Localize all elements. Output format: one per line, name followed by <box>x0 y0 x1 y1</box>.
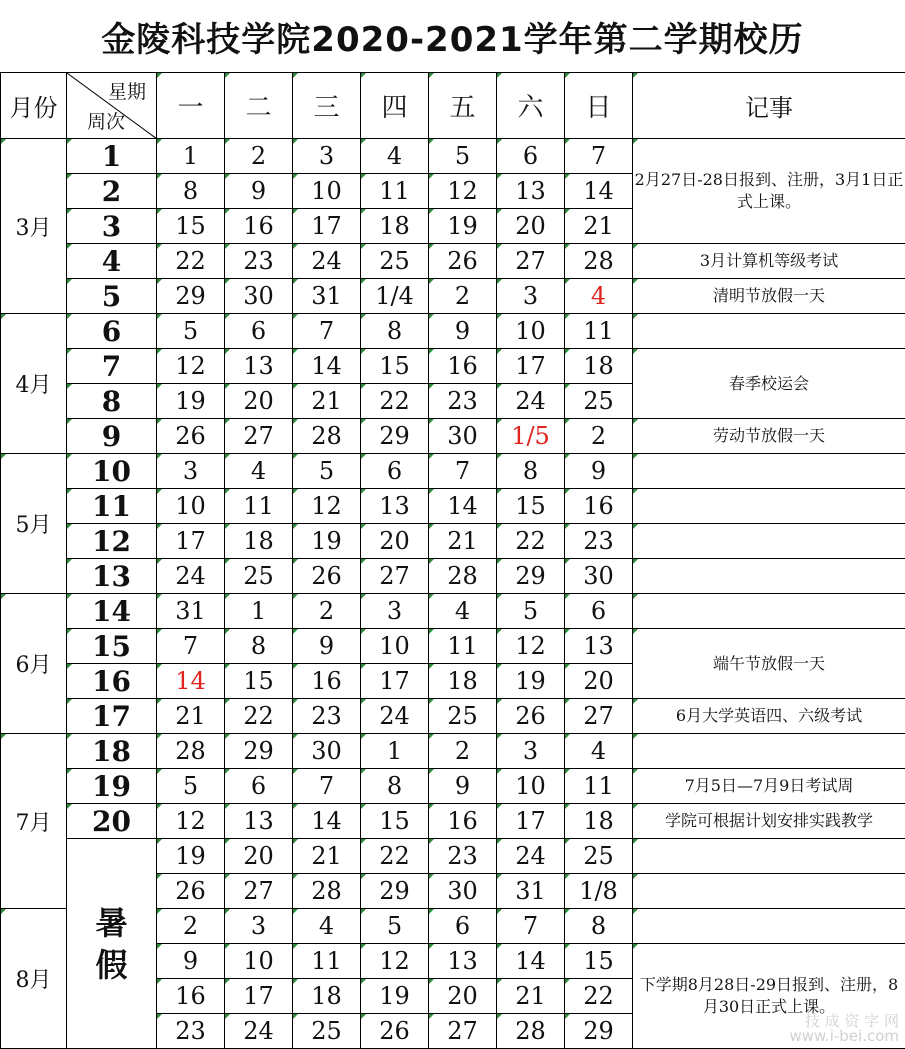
date-cell-thu: 26 <box>361 1014 429 1049</box>
date-cell-wed: 30 <box>293 734 361 769</box>
date-cell-sat: 3 <box>497 279 565 314</box>
date-cell-fri: 2 <box>429 279 497 314</box>
date-cell-mon: 15 <box>157 209 225 244</box>
date-cell-tue: 25 <box>225 559 293 594</box>
month-cell: 6月 <box>1 594 67 734</box>
memo-cell: 劳动节放假一天 <box>633 419 905 454</box>
date-cell-thu: 6 <box>361 454 429 489</box>
date-cell-sat: 8 <box>497 454 565 489</box>
summer-vacation-cell <box>67 839 157 1049</box>
date-cell-tue: 18 <box>225 524 293 559</box>
date-cell-mon: 26 <box>157 419 225 454</box>
date-cell-wed: 11 <box>293 944 361 979</box>
date-cell-sat: 24 <box>497 384 565 419</box>
weekday-label: 星期 <box>108 77 146 104</box>
date-cell-sat: 19 <box>497 664 565 699</box>
summer-label-2: 假 <box>67 944 156 986</box>
date-cell-sat: 17 <box>497 349 565 384</box>
calendar-row <box>1 454 905 489</box>
date-cell-sat: 31 <box>497 874 565 909</box>
date-cell-wed: 3 <box>293 139 361 174</box>
date-cell-wed: 26 <box>293 559 361 594</box>
memo-cell: 下学期8月28日-29日报到、注册，8月30日正式上课。 <box>633 944 905 1049</box>
school-calendar-table <box>0 72 905 1049</box>
date-cell-fri: 12 <box>429 174 497 209</box>
date-cell-mon: 7 <box>157 629 225 664</box>
date-cell-mon: 14 <box>157 664 225 699</box>
date-cell-sat: 12 <box>497 629 565 664</box>
date-cell-wed: 18 <box>293 979 361 1014</box>
date-cell-tue: 6 <box>225 769 293 804</box>
date-cell-sat: 22 <box>497 524 565 559</box>
memo-cell-empty <box>633 454 905 489</box>
date-cell-thu: 1 <box>361 734 429 769</box>
date-cell-mon: 1 <box>157 139 225 174</box>
date-cell-wed: 14 <box>293 349 361 384</box>
month-cell: 7月 <box>1 734 67 909</box>
memo-cell: 3月计算机等级考试 <box>633 244 905 279</box>
month-cell: 4月 <box>1 314 67 454</box>
date-cell-wed: 7 <box>293 769 361 804</box>
date-cell-thu: 18 <box>361 209 429 244</box>
week-number-cell: 14 <box>67 594 157 629</box>
date-cell-sun: 25 <box>565 839 633 874</box>
date-cell-sat: 20 <box>497 209 565 244</box>
date-cell-sun: 20 <box>565 664 633 699</box>
date-cell-fri: 2 <box>429 734 497 769</box>
date-cell-sun: 25 <box>565 384 633 419</box>
date-cell-thu: 5 <box>361 909 429 944</box>
date-cell-wed: 28 <box>293 874 361 909</box>
date-cell-wed: 9 <box>293 629 361 664</box>
date-cell-tue: 3 <box>225 909 293 944</box>
date-cell-mon: 5 <box>157 769 225 804</box>
date-cell-sat: 28 <box>497 1014 565 1049</box>
date-cell-fri: 23 <box>429 839 497 874</box>
memo-cell: 春季校运会 <box>633 349 905 419</box>
date-cell-fri: 7 <box>429 454 497 489</box>
date-cell-sat: 27 <box>497 244 565 279</box>
day-header-thu: 四 <box>361 73 429 139</box>
calendar-row <box>1 314 905 349</box>
day-header-fri: 五 <box>429 73 497 139</box>
calendar-row <box>1 349 905 384</box>
date-cell-sat: 14 <box>497 944 565 979</box>
week-number-cell: 3 <box>67 209 157 244</box>
date-cell-sun: 18 <box>565 349 633 384</box>
date-cell-sat: 5 <box>497 594 565 629</box>
date-cell-tue: 1 <box>225 594 293 629</box>
memo-cell-empty <box>633 314 905 349</box>
calendar-row <box>1 419 905 454</box>
week-number-cell: 19 <box>67 769 157 804</box>
date-cell-mon: 24 <box>157 559 225 594</box>
date-cell-thu: 17 <box>361 664 429 699</box>
date-cell-thu: 15 <box>361 349 429 384</box>
date-cell-fri: 13 <box>429 944 497 979</box>
calendar-row <box>1 279 905 314</box>
date-cell-sun: 27 <box>565 699 633 734</box>
date-cell-tue: 17 <box>225 979 293 1014</box>
date-cell-wed: 4 <box>293 909 361 944</box>
date-cell-tue: 6 <box>225 314 293 349</box>
week-number-cell: 17 <box>67 699 157 734</box>
date-cell-sun: 11 <box>565 314 633 349</box>
memo-cell-empty <box>633 559 905 594</box>
date-cell-sun: 6 <box>565 594 633 629</box>
date-cell-sun: 30 <box>565 559 633 594</box>
date-cell-sun: 18 <box>565 804 633 839</box>
week-number-cell: 15 <box>67 629 157 664</box>
month-cell: 3月 <box>1 139 67 314</box>
date-cell-sat: 26 <box>497 699 565 734</box>
day-header-wed: 三 <box>293 73 361 139</box>
date-cell-thu: 29 <box>361 874 429 909</box>
date-cell-thu: 15 <box>361 804 429 839</box>
date-cell-thu: 1/4 <box>361 279 429 314</box>
date-cell-fri: 4 <box>429 594 497 629</box>
date-cell-thu: 29 <box>361 419 429 454</box>
date-cell-sun: 28 <box>565 244 633 279</box>
date-cell-sun: 4 <box>565 734 633 769</box>
date-cell-sun: 22 <box>565 979 633 1014</box>
date-cell-mon: 22 <box>157 244 225 279</box>
date-cell-tue: 13 <box>225 349 293 384</box>
week-number-cell: 10 <box>67 454 157 489</box>
date-cell-thu: 3 <box>361 594 429 629</box>
date-cell-wed: 10 <box>293 174 361 209</box>
calendar-row <box>1 804 905 839</box>
date-cell-sat: 6 <box>497 139 565 174</box>
week-number-cell: 1 <box>67 139 157 174</box>
date-cell-mon: 8 <box>157 174 225 209</box>
date-cell-mon: 19 <box>157 384 225 419</box>
date-cell-mon: 9 <box>157 944 225 979</box>
date-cell-mon: 12 <box>157 349 225 384</box>
date-cell-tue: 16 <box>225 209 293 244</box>
week-number-cell: 8 <box>67 384 157 419</box>
date-cell-thu: 19 <box>361 979 429 1014</box>
week-weekday-corner-header <box>67 73 157 139</box>
date-cell-sun: 4 <box>565 279 633 314</box>
date-cell-tue: 24 <box>225 1014 293 1049</box>
calendar-row <box>1 524 905 559</box>
date-cell-mon: 29 <box>157 279 225 314</box>
date-cell-sun: 16 <box>565 489 633 524</box>
memo-cell-empty <box>633 524 905 559</box>
date-cell-sun: 15 <box>565 944 633 979</box>
date-cell-sun: 2 <box>565 419 633 454</box>
calendar-row <box>1 699 905 734</box>
day-header-tue: 二 <box>225 73 293 139</box>
date-cell-sat: 17 <box>497 804 565 839</box>
date-cell-mon: 10 <box>157 489 225 524</box>
date-cell-thu: 8 <box>361 314 429 349</box>
date-cell-tue: 20 <box>225 839 293 874</box>
date-cell-fri: 11 <box>429 629 497 664</box>
date-cell-fri: 27 <box>429 1014 497 1049</box>
date-cell-fri: 18 <box>429 664 497 699</box>
date-cell-fri: 9 <box>429 314 497 349</box>
date-cell-wed: 19 <box>293 524 361 559</box>
calendar-row <box>1 734 905 769</box>
date-cell-tue: 22 <box>225 699 293 734</box>
date-cell-sun: 14 <box>565 174 633 209</box>
week-number-cell: 13 <box>67 559 157 594</box>
date-cell-tue: 11 <box>225 489 293 524</box>
date-cell-tue: 29 <box>225 734 293 769</box>
memo-cell-empty <box>633 909 905 944</box>
date-cell-sat: 10 <box>497 769 565 804</box>
date-cell-tue: 27 <box>225 874 293 909</box>
date-cell-tue: 15 <box>225 664 293 699</box>
date-cell-mon: 21 <box>157 699 225 734</box>
calendar-row <box>1 559 905 594</box>
date-cell-thu: 22 <box>361 839 429 874</box>
date-cell-mon: 16 <box>157 979 225 1014</box>
date-cell-thu: 20 <box>361 524 429 559</box>
date-cell-sat: 1/5 <box>497 419 565 454</box>
date-cell-mon: 5 <box>157 314 225 349</box>
memo-cell: 6月大学英语四、六级考试 <box>633 699 905 734</box>
memo-cell-empty <box>633 839 905 874</box>
date-cell-thu: 25 <box>361 244 429 279</box>
memo-cell-empty <box>633 594 905 629</box>
date-cell-wed: 16 <box>293 664 361 699</box>
date-cell-mon: 28 <box>157 734 225 769</box>
week-number-cell: 16 <box>67 664 157 699</box>
date-cell-wed: 25 <box>293 1014 361 1049</box>
date-cell-wed: 5 <box>293 454 361 489</box>
date-cell-fri: 26 <box>429 244 497 279</box>
date-cell-sat: 10 <box>497 314 565 349</box>
date-cell-tue: 2 <box>225 139 293 174</box>
date-cell-mon: 17 <box>157 524 225 559</box>
month-cell: 5月 <box>1 454 67 594</box>
date-cell-tue: 30 <box>225 279 293 314</box>
date-cell-tue: 27 <box>225 419 293 454</box>
day-header-sun: 日 <box>565 73 633 139</box>
date-cell-wed: 23 <box>293 699 361 734</box>
date-cell-sun: 8 <box>565 909 633 944</box>
date-cell-fri: 14 <box>429 489 497 524</box>
date-cell-wed: 21 <box>293 839 361 874</box>
date-cell-wed: 17 <box>293 209 361 244</box>
date-cell-sat: 29 <box>497 559 565 594</box>
memo-cell-empty <box>633 874 905 909</box>
watermark: 技 成 资 字 网 www.i-bei.com <box>790 1014 900 1044</box>
memo-cell-empty <box>633 734 905 769</box>
date-cell-thu: 11 <box>361 174 429 209</box>
date-cell-fri: 30 <box>429 419 497 454</box>
date-cell-sat: 13 <box>497 174 565 209</box>
date-cell-mon: 12 <box>157 804 225 839</box>
date-cell-thu: 4 <box>361 139 429 174</box>
date-cell-fri: 23 <box>429 384 497 419</box>
calendar-row <box>1 139 905 174</box>
date-cell-sun: 9 <box>565 454 633 489</box>
date-cell-fri: 16 <box>429 804 497 839</box>
month-cell: 8月 <box>1 909 67 1049</box>
date-cell-sat: 24 <box>497 839 565 874</box>
week-number-cell: 6 <box>67 314 157 349</box>
week-number-cell: 9 <box>67 419 157 454</box>
date-cell-wed: 7 <box>293 314 361 349</box>
memo-cell: 7月5日—7月9日考试周 <box>633 769 905 804</box>
date-cell-sun: 29 <box>565 1014 633 1049</box>
date-cell-fri: 6 <box>429 909 497 944</box>
week-label: 周次 <box>87 107 125 134</box>
date-cell-thu: 13 <box>361 489 429 524</box>
date-cell-sun: 7 <box>565 139 633 174</box>
calendar-row <box>1 244 905 279</box>
date-cell-fri: 20 <box>429 979 497 1014</box>
calendar-row <box>1 839 905 874</box>
date-cell-wed: 14 <box>293 804 361 839</box>
month-column-header: 月份 <box>1 73 67 139</box>
date-cell-fri: 5 <box>429 139 497 174</box>
memo-cell: 2月27日-28日报到、注册，3月1日正式上课。 <box>633 139 905 244</box>
date-cell-wed: 21 <box>293 384 361 419</box>
date-cell-thu: 22 <box>361 384 429 419</box>
calendar-row <box>1 769 905 804</box>
date-cell-tue: 4 <box>225 454 293 489</box>
date-cell-sun: 1/8 <box>565 874 633 909</box>
date-cell-sun: 21 <box>565 209 633 244</box>
date-cell-tue: 20 <box>225 384 293 419</box>
date-cell-thu: 8 <box>361 769 429 804</box>
week-number-cell: 18 <box>67 734 157 769</box>
calendar-row <box>1 629 905 664</box>
date-cell-thu: 10 <box>361 629 429 664</box>
week-number-cell: 5 <box>67 279 157 314</box>
date-cell-tue: 23 <box>225 244 293 279</box>
day-header-sat: 六 <box>497 73 565 139</box>
memo-cell: 学院可根据计划安排实践教学 <box>633 804 905 839</box>
date-cell-tue: 9 <box>225 174 293 209</box>
date-cell-sat: 15 <box>497 489 565 524</box>
date-cell-wed: 2 <box>293 594 361 629</box>
date-cell-wed: 24 <box>293 244 361 279</box>
date-cell-sun: 23 <box>565 524 633 559</box>
memo-cell: 清明节放假一天 <box>633 279 905 314</box>
date-cell-sun: 11 <box>565 769 633 804</box>
memo-cell: 端午节放假一天 <box>633 629 905 699</box>
date-cell-mon: 2 <box>157 909 225 944</box>
date-cell-fri: 21 <box>429 524 497 559</box>
memo-column-header: 记事 <box>633 73 905 139</box>
date-cell-thu: 24 <box>361 699 429 734</box>
date-cell-fri: 28 <box>429 559 497 594</box>
week-number-cell: 11 <box>67 489 157 524</box>
date-cell-wed: 31 <box>293 279 361 314</box>
date-cell-mon: 19 <box>157 839 225 874</box>
summer-label-1: 暑 <box>67 902 156 944</box>
date-cell-sun: 13 <box>565 629 633 664</box>
date-cell-sat: 7 <box>497 909 565 944</box>
week-number-cell: 7 <box>67 349 157 384</box>
week-number-cell: 2 <box>67 174 157 209</box>
date-cell-fri: 25 <box>429 699 497 734</box>
date-cell-sat: 3 <box>497 734 565 769</box>
date-cell-mon: 3 <box>157 454 225 489</box>
day-header-mon: 一 <box>157 73 225 139</box>
date-cell-thu: 12 <box>361 944 429 979</box>
date-cell-tue: 8 <box>225 629 293 664</box>
date-cell-fri: 19 <box>429 209 497 244</box>
date-cell-mon: 26 <box>157 874 225 909</box>
date-cell-fri: 9 <box>429 769 497 804</box>
week-number-cell: 20 <box>67 804 157 839</box>
week-number-cell: 4 <box>67 244 157 279</box>
page-title: 金陵科技学院2020-2021学年第二学期校历 <box>0 0 905 72</box>
week-number-cell: 12 <box>67 524 157 559</box>
date-cell-tue: 10 <box>225 944 293 979</box>
date-cell-fri: 16 <box>429 349 497 384</box>
memo-cell-empty <box>633 489 905 524</box>
date-cell-wed: 28 <box>293 419 361 454</box>
date-cell-sat: 21 <box>497 979 565 1014</box>
calendar-row <box>1 489 905 524</box>
date-cell-tue: 13 <box>225 804 293 839</box>
date-cell-thu: 27 <box>361 559 429 594</box>
calendar-row <box>1 594 905 629</box>
date-cell-mon: 31 <box>157 594 225 629</box>
date-cell-fri: 30 <box>429 874 497 909</box>
date-cell-mon: 23 <box>157 1014 225 1049</box>
date-cell-wed: 12 <box>293 489 361 524</box>
